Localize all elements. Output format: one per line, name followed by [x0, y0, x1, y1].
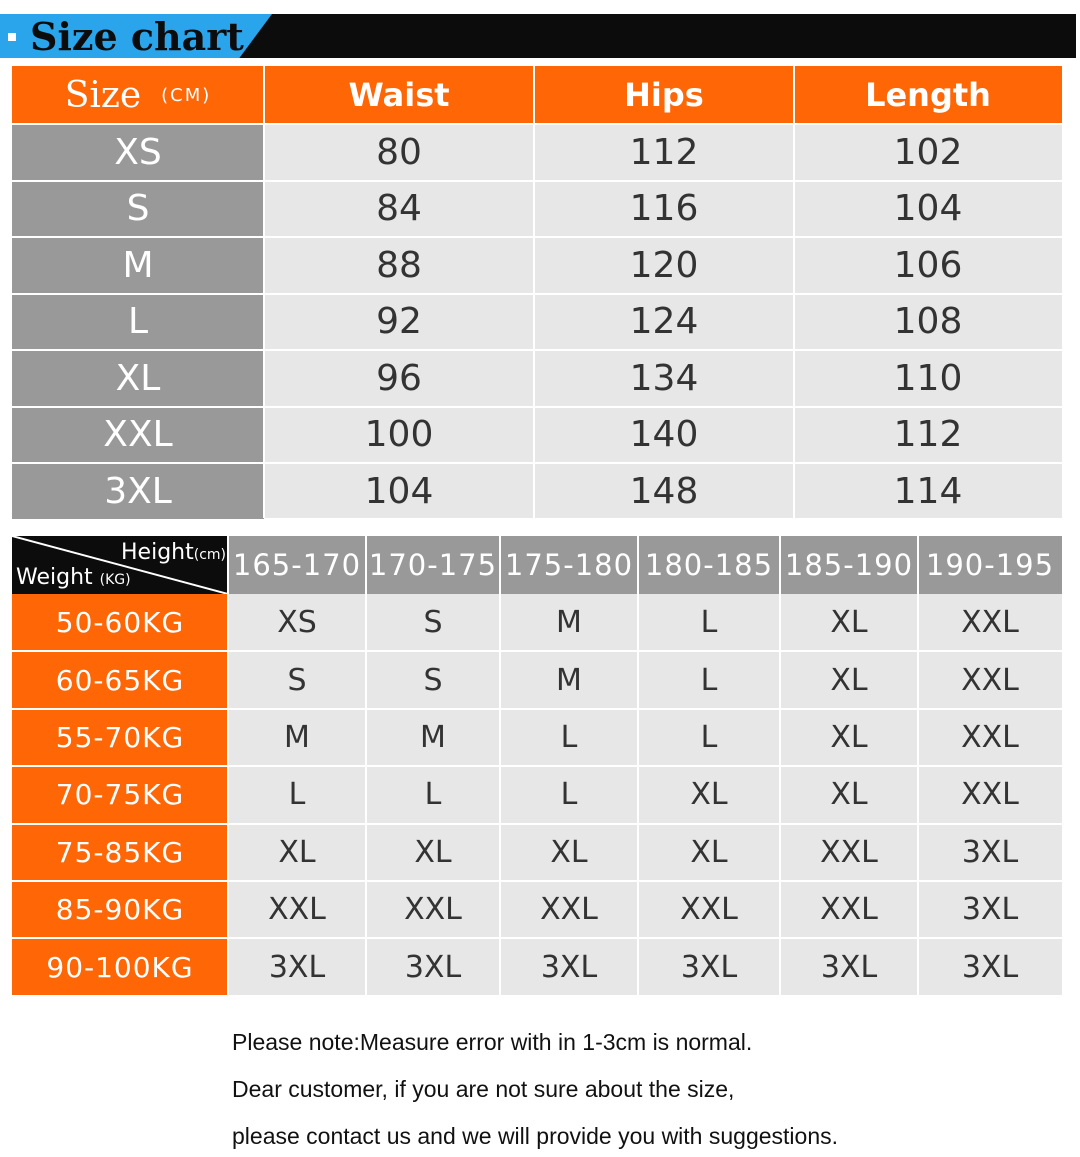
measurement-cell: 102 — [893, 131, 963, 173]
recommended-size-cell: S — [423, 605, 443, 641]
column-divider — [917, 536, 919, 996]
measurement-cell: 114 — [893, 470, 963, 512]
recommended-size-cell: XXL — [961, 605, 1019, 641]
column-divider — [793, 66, 795, 518]
measurement-cell: 104 — [364, 470, 434, 512]
recommended-size-cell: L — [700, 719, 718, 755]
size-header-unit: (CM) — [161, 84, 212, 106]
size-row-label: L — [12, 294, 264, 351]
recommended-size-cell: XL — [278, 834, 316, 870]
row-divider — [12, 708, 1062, 710]
recommended-size-cell: XL — [414, 834, 452, 870]
recommended-size-cell: M — [556, 662, 582, 698]
column-divider — [263, 66, 265, 518]
column-divider — [533, 66, 535, 518]
recommended-size-cell: 3XL — [961, 892, 1019, 928]
page-title: Size chart — [30, 14, 244, 59]
note-line: Please note:Measure error with in 1-3cm is normal. — [232, 1029, 753, 1055]
notes — [232, 1026, 838, 1157]
recommended-size-cell: XXL — [961, 777, 1019, 813]
recommended-size-cell: XXL — [540, 892, 598, 928]
column-divider — [227, 536, 229, 996]
measurement-cell: 80 — [376, 131, 422, 173]
row-divider — [12, 823, 1062, 825]
measurement-cell: 140 — [629, 414, 699, 456]
recommended-size-cell: L — [560, 777, 578, 813]
recommended-size-cell: L — [560, 719, 578, 755]
recommended-size-cell: 3XL — [820, 949, 878, 985]
recommended-size-cell: S — [287, 662, 307, 698]
measurement-cell: 100 — [364, 414, 434, 456]
measurement-cell: 104 — [893, 188, 963, 230]
weight-range-label: 90-100KG — [12, 938, 228, 995]
measurement-cell: 116 — [629, 188, 699, 230]
size-row-label: XXL — [12, 407, 264, 464]
recommended-size-cell: 3XL — [680, 949, 738, 985]
recommended-size-cell: XXL — [680, 892, 738, 928]
height-range-header: 170-175 — [366, 536, 500, 594]
row-divider — [12, 462, 1062, 464]
recommended-size-cell: XL — [550, 834, 588, 870]
recommended-size-cell: L — [700, 662, 718, 698]
recommended-size-cell: XL — [830, 662, 868, 698]
measurement-cell: 124 — [629, 301, 699, 343]
row-divider — [12, 995, 1062, 997]
size-row-label: S — [12, 181, 264, 238]
measurement-cell: 92 — [376, 301, 422, 343]
weight-range-label: 55-70KG — [12, 709, 228, 766]
recommended-size-cell: 3XL — [540, 949, 598, 985]
height-range-header: 185-190 — [780, 536, 918, 594]
recommended-size-cell: M — [556, 605, 582, 641]
recommended-size-cell: M — [284, 719, 310, 755]
size-row-label: 3XL — [12, 463, 264, 520]
size-column-header — [12, 66, 264, 124]
height-range-header: 175-180 — [500, 536, 638, 594]
recommended-size-cell: XL — [690, 777, 728, 813]
recommended-size-cell: XL — [690, 834, 728, 870]
height-range-header: 190-195 — [918, 536, 1062, 594]
size-measurement-table — [12, 66, 1062, 518]
recommended-size-cell: 3XL — [961, 949, 1019, 985]
column-divider — [637, 536, 639, 996]
recommended-size-cell: XXL — [268, 892, 326, 928]
weight-range-label: 60-65KG — [12, 651, 228, 708]
row-divider — [12, 880, 1062, 882]
measurement-cell: 148 — [629, 470, 699, 512]
recommended-size-cell: L — [288, 777, 306, 813]
recommended-size-cell: XXL — [820, 892, 878, 928]
recommended-size-cell: 3XL — [268, 949, 326, 985]
size-header-label: Size — [64, 74, 142, 116]
measurement-cell: 108 — [893, 301, 963, 343]
measurement-cell: 110 — [893, 357, 963, 399]
recommended-size-cell: M — [420, 719, 446, 755]
recommended-size-cell: 3XL — [404, 949, 462, 985]
measurement-cell: 134 — [629, 357, 699, 399]
row-divider — [12, 236, 1062, 238]
recommended-size-cell: XXL — [961, 662, 1019, 698]
column-divider — [365, 536, 367, 996]
measurement-cell: 84 — [376, 188, 422, 230]
measurement-cell: 96 — [376, 357, 422, 399]
size-row-label: XS — [12, 124, 264, 181]
measurement-cell: 88 — [376, 244, 422, 286]
measurement-cell: 112 — [893, 414, 963, 456]
weight-axis-label: Weight (KG) — [16, 565, 131, 590]
recommended-size-cell: 3XL — [961, 834, 1019, 870]
table-corner-header — [12, 536, 228, 594]
measurement-column-header: Length — [794, 66, 1062, 124]
height-weight-fit-table — [12, 536, 1062, 996]
recommended-size-cell: XL — [830, 719, 868, 755]
recommended-size-cell: XL — [830, 777, 868, 813]
column-divider — [499, 536, 501, 996]
measurement-column-header: Waist — [264, 66, 534, 124]
recommended-size-cell: XXL — [404, 892, 462, 928]
row-divider — [12, 349, 1062, 351]
column-divider — [779, 536, 781, 996]
row-divider — [12, 765, 1062, 767]
recommended-size-cell: XL — [830, 605, 868, 641]
recommended-size-cell: S — [423, 662, 443, 698]
height-axis-label: Height(cm) — [121, 540, 226, 565]
size-row-label: M — [12, 237, 264, 294]
recommended-size-cell: L — [700, 605, 718, 641]
recommended-size-cell: L — [424, 777, 442, 813]
row-divider — [12, 123, 1062, 125]
row-divider — [12, 180, 1062, 182]
measurement-cell: 106 — [893, 244, 963, 286]
height-range-header: 180-185 — [638, 536, 780, 594]
weight-range-label: 70-75KG — [12, 766, 228, 823]
weight-range-label: 85-90KG — [12, 881, 228, 938]
row-divider — [12, 519, 1062, 521]
weight-range-label: 75-85KG — [12, 824, 228, 881]
measurement-column-header: Hips — [534, 66, 794, 124]
recommended-size-cell: XXL — [961, 719, 1019, 755]
note-line: please contact us and we will provide you with suggestions. — [232, 1123, 839, 1149]
height-range-header: 165-170 — [228, 536, 366, 594]
weight-range-label: 50-60KG — [12, 594, 228, 651]
recommended-size-cell: XS — [277, 605, 317, 641]
note-line: Dear customer, if you are not sure about the size, — [232, 1076, 735, 1102]
row-divider — [12, 293, 1062, 295]
measurement-cell: 120 — [629, 244, 699, 286]
row-divider — [12, 650, 1062, 652]
row-divider — [12, 406, 1062, 408]
bullet-square-icon — [8, 33, 16, 41]
recommended-size-cell: XXL — [820, 834, 878, 870]
size-row-label: XL — [12, 350, 264, 407]
row-divider — [12, 937, 1062, 939]
measurement-cell: 112 — [629, 131, 699, 173]
